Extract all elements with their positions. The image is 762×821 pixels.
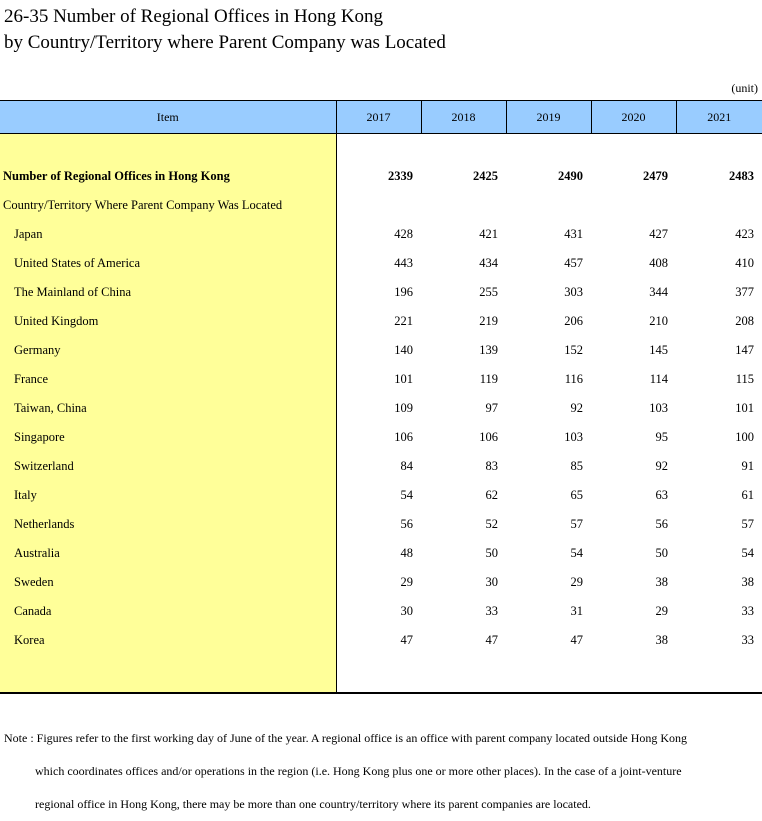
cell-value: 139	[479, 343, 498, 357]
note-line-3: regional office in Hong Kong, there may be more than one country/territory where its parent companies are located.	[35, 797, 591, 811]
cell-value: 65	[570, 488, 583, 502]
cell-value: 83	[485, 459, 498, 473]
cell-value: 443	[394, 256, 413, 270]
cell-value: 50	[485, 546, 498, 560]
table-row	[0, 510, 762, 539]
cell-value: 38	[655, 633, 668, 647]
cell-value: 210	[649, 314, 668, 328]
table-row	[0, 394, 762, 423]
row-label: Italy	[0, 481, 336, 510]
row-label: Singapore	[0, 423, 336, 452]
table-row	[0, 307, 762, 336]
row-label: Australia	[0, 539, 336, 568]
title-line-1: 26-35 Number of Regional Offices in Hong Kong	[4, 6, 384, 27]
row-label: Sweden	[0, 568, 336, 597]
cell-value: 377	[735, 285, 754, 299]
cell-value: 147	[735, 343, 754, 357]
regional-offices-table	[0, 100, 762, 694]
row-label: Japan	[0, 220, 336, 249]
cell-value: 2425	[473, 169, 498, 183]
cell-value: 2479	[643, 169, 668, 183]
note-line-1: Note : Figures refer to the first working day of June of the year. A regional office is an office with parent company located outside Hong Kong	[4, 731, 688, 745]
cell-value: 54	[741, 546, 754, 560]
cell-value: 427	[649, 227, 668, 241]
cell-value: 106	[479, 430, 498, 444]
cell-value: 303	[564, 285, 583, 299]
row-label: Korea	[0, 626, 336, 655]
cell-value: 92	[655, 459, 668, 473]
row-label: Switzerland	[0, 452, 336, 481]
cell-value: 423	[735, 227, 754, 241]
cell-value: 30	[400, 604, 413, 618]
year-column-header: 2021	[676, 101, 762, 134]
cell-value: 33	[741, 604, 754, 618]
cell-value: 208	[735, 314, 754, 328]
table-row	[0, 423, 762, 452]
row-label: United Kingdom	[0, 307, 336, 336]
cell-value: 344	[649, 285, 668, 299]
table-row	[0, 568, 762, 597]
table-row	[0, 452, 762, 481]
row-label: Germany	[0, 336, 336, 365]
cell-value: 85	[570, 459, 583, 473]
table-row	[0, 336, 762, 365]
cell-value: 33	[485, 604, 498, 618]
total-row	[0, 162, 762, 191]
row-label: Taiwan, China	[0, 394, 336, 423]
cell-value: 408	[649, 256, 668, 270]
table-row	[0, 249, 762, 278]
cell-value: 116	[564, 372, 583, 386]
year-column-header: 2018	[421, 101, 506, 134]
cell-value: 54	[400, 488, 413, 502]
cell-value: 62	[485, 488, 498, 502]
cell-value: 92	[570, 401, 583, 415]
cell-value: 119	[479, 372, 498, 386]
cell-value: 115	[735, 372, 754, 386]
cell-value: 106	[394, 430, 413, 444]
cell-value: 2339	[388, 169, 413, 183]
cell-value: 152	[564, 343, 583, 357]
cell-value: 219	[479, 314, 498, 328]
title-line-2: by Country/Territory where Parent Company was Located	[4, 32, 446, 53]
cell-value: 47	[400, 633, 413, 647]
cell-value: 103	[564, 430, 583, 444]
cell-value: 100	[735, 430, 754, 444]
cell-value: 97	[485, 401, 498, 415]
spacer-row	[0, 134, 762, 163]
cell-value: 431	[564, 227, 583, 241]
cell-value: 52	[485, 517, 498, 531]
cell-value: 57	[741, 517, 754, 531]
cell-value: 91	[741, 459, 754, 473]
footnote	[4, 722, 760, 821]
note-line-2: which coordinates offices and/or operations in the region (i.e. Hong Kong plus one or more other places). In the case of a joint-venture	[35, 764, 682, 778]
header-row	[0, 101, 762, 134]
cell-value: 61	[741, 488, 754, 502]
table-row	[0, 539, 762, 568]
row-label: Number of Regional Offices in Hong Kong	[0, 162, 336, 191]
cell-value: 421	[479, 227, 498, 241]
cell-value: 103	[649, 401, 668, 415]
table-row	[0, 220, 762, 249]
cell-value: 114	[649, 372, 668, 386]
year-column-header: 2019	[506, 101, 591, 134]
table-row	[0, 481, 762, 510]
table-bottom-rule	[0, 655, 762, 693]
row-label: Netherlands	[0, 510, 336, 539]
cell-value: 47	[485, 633, 498, 647]
cell-value: 48	[400, 546, 413, 560]
cell-value: 30	[485, 575, 498, 589]
cell-value: 84	[400, 459, 413, 473]
row-label: France	[0, 365, 336, 394]
page-title	[4, 4, 446, 56]
subheader-row	[0, 191, 762, 220]
row-label: United States of America	[0, 249, 336, 278]
table-row	[0, 365, 762, 394]
cell-value: 29	[400, 575, 413, 589]
cell-value: 54	[570, 546, 583, 560]
cell-value: 206	[564, 314, 583, 328]
cell-value: 38	[655, 575, 668, 589]
cell-value: 57	[570, 517, 583, 531]
cell-value: 56	[655, 517, 668, 531]
table-row	[0, 597, 762, 626]
subheader-label: Country/Territory Where Parent Company Was Located	[0, 191, 336, 220]
cell-value: 196	[394, 285, 413, 299]
cell-value: 50	[655, 546, 668, 560]
row-label: The Mainland of China	[0, 278, 336, 307]
row-label: Canada	[0, 597, 336, 626]
cell-value: 95	[655, 430, 668, 444]
year-column-header: 2017	[336, 101, 421, 134]
cell-value: 101	[394, 372, 413, 386]
cell-value: 140	[394, 343, 413, 357]
unit-label: (unit)	[731, 81, 758, 95]
cell-value: 145	[649, 343, 668, 357]
cell-value: 38	[741, 575, 754, 589]
cell-value: 56	[400, 517, 413, 531]
cell-value: 255	[479, 285, 498, 299]
cell-value: 29	[570, 575, 583, 589]
cell-value: 2483	[729, 169, 754, 183]
cell-value: 31	[570, 604, 583, 618]
cell-value: 101	[735, 401, 754, 415]
cell-value: 434	[479, 256, 498, 270]
cell-value: 221	[394, 314, 413, 328]
cell-value: 109	[394, 401, 413, 415]
table-row	[0, 626, 762, 655]
cell-value: 63	[655, 488, 668, 502]
cell-value: 2490	[558, 169, 583, 183]
cell-value: 457	[564, 256, 583, 270]
year-column-header: 2020	[591, 101, 676, 134]
cell-value: 47	[570, 633, 583, 647]
table-row	[0, 278, 762, 307]
item-column-header: Item	[0, 101, 336, 134]
cell-value: 410	[735, 256, 754, 270]
cell-value: 33	[741, 633, 754, 647]
cell-value: 428	[394, 227, 413, 241]
cell-value: 29	[655, 604, 668, 618]
